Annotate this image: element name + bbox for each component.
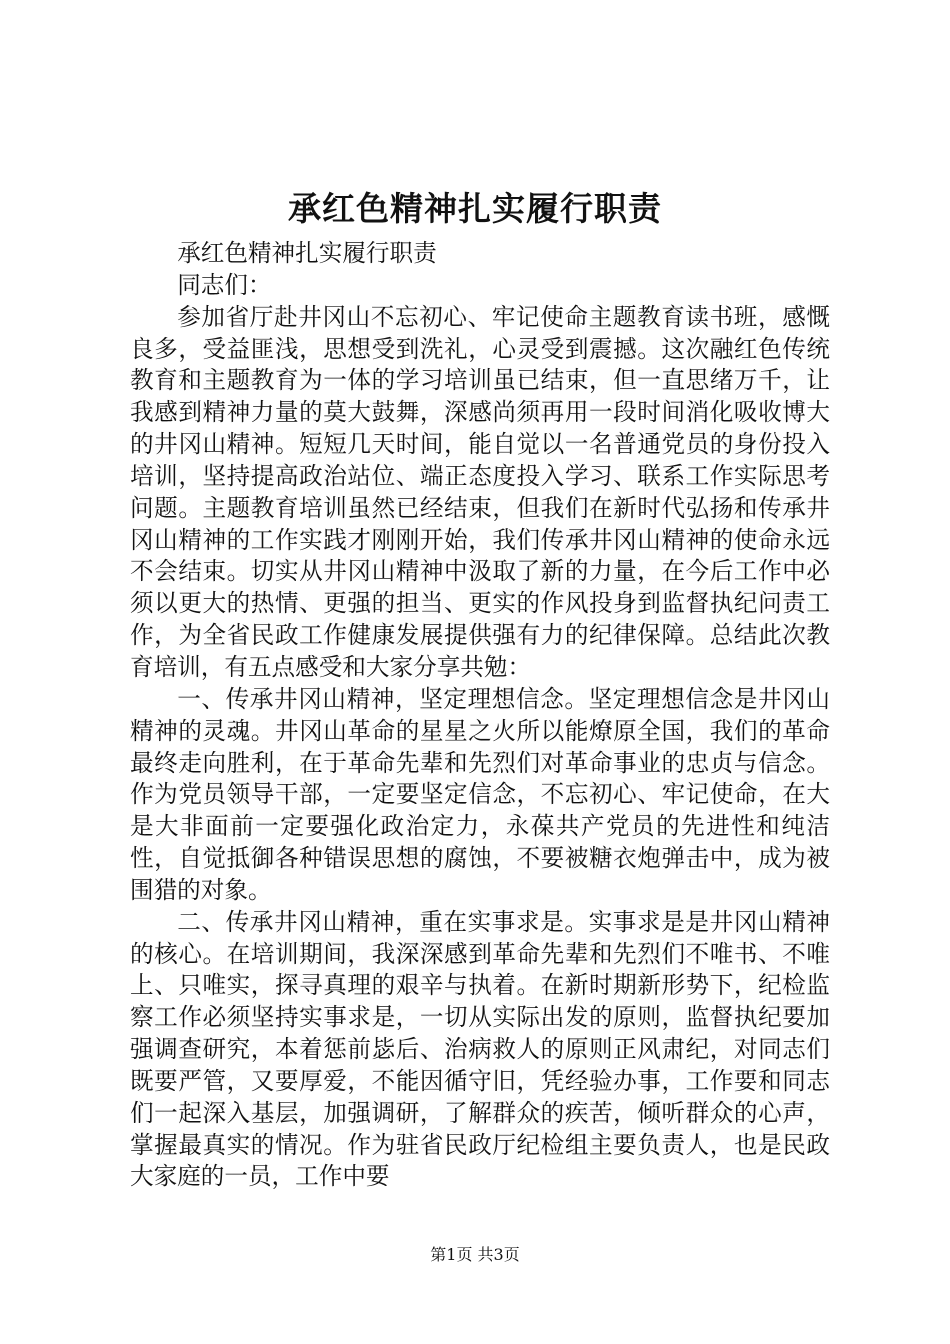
paragraph-point-one: 一、传承井冈山精神，坚定理想信念。坚定理想信念是井冈山精神的灵魂。井冈山革命的星星之火所以能燎原全国，我们的革命最终走向胜利，在于革命先辈和先烈们对革命事业的忠贞与信念。作为党员领导干部，一定要坚定信念，不忘初心、牢记使命，在大是大非面前一定要强化政治定力，永葆共产党员的先进性和纯洁性，自觉抵御各种错误思想的腐蚀，不要被糖衣炮弹击中，成为被围猎的对象。: [130, 684, 830, 904]
document-body: [130, 238, 830, 1193]
body-subtitle: 承红色精神扎实履行职责: [177, 239, 437, 267]
page-footer: 第1页 共3页: [430, 1245, 520, 1264]
paragraph-intro: 参加省厅赴井冈山不忘初心、牢记使命主题教育读书班，感慨良多，受益匪浅，思想受到洗礼，心灵受到震撼。这次融红色传统教育和主题教育为一体的学习培训虽已结束，但一直思绪万千，让我感到精神力量的莫大鼓舞，深感尚须再用一段时间消化吸收博大的井冈山精神。短短几天时间，能自觉以一名普通党员的身份投入培训，坚持提高政治站位、端正态度投入学习、联系工作实际思考问题。主题教育培训虽然已经结束，但我们在新时代弘扬和传承井冈山精神的工作实践才刚刚开始，我们传承井冈山精神的使命永远不会结束。切实从井冈山精神中汲取了新的力量，在今后工作中必须以更大的热情、更强的担当、更实的作风投身到监督执纪问责工作，为全省民政工作健康发展提供强有力的纪律保障。总结此次教育培训，有五点感受和大家分享共勉：: [130, 302, 830, 681]
salutation: 同志们：: [177, 270, 272, 299]
paragraph-point-two: 二、传承井冈山精神，重在实事求是。实事求是是井冈山精神的核心。在培训期间，我深深感到革命先辈和先烈们不唯书、不唯上、只唯实，探寻真理的艰辛与执着。在新时期新形势下，纪检监察工作必须坚持实事求是，一切从实际出发的原则，监督执纪要加强调查研究，本着惩前毖后、治病救人的原则正风肃纪，对同志们既要严管，又要厚爱，不能因循守旧，凭经验办事，工作要和同志们一起深入基层，加强调研，了解群众的疾苦，倾听群众的心声，掌握最真实的情况。作为驻省民政厅纪检组主要负责人，也是民政大家庭的一员，工作中要: [130, 907, 830, 1191]
document-title: 承红色精神扎实履行职责: [288, 189, 662, 228]
